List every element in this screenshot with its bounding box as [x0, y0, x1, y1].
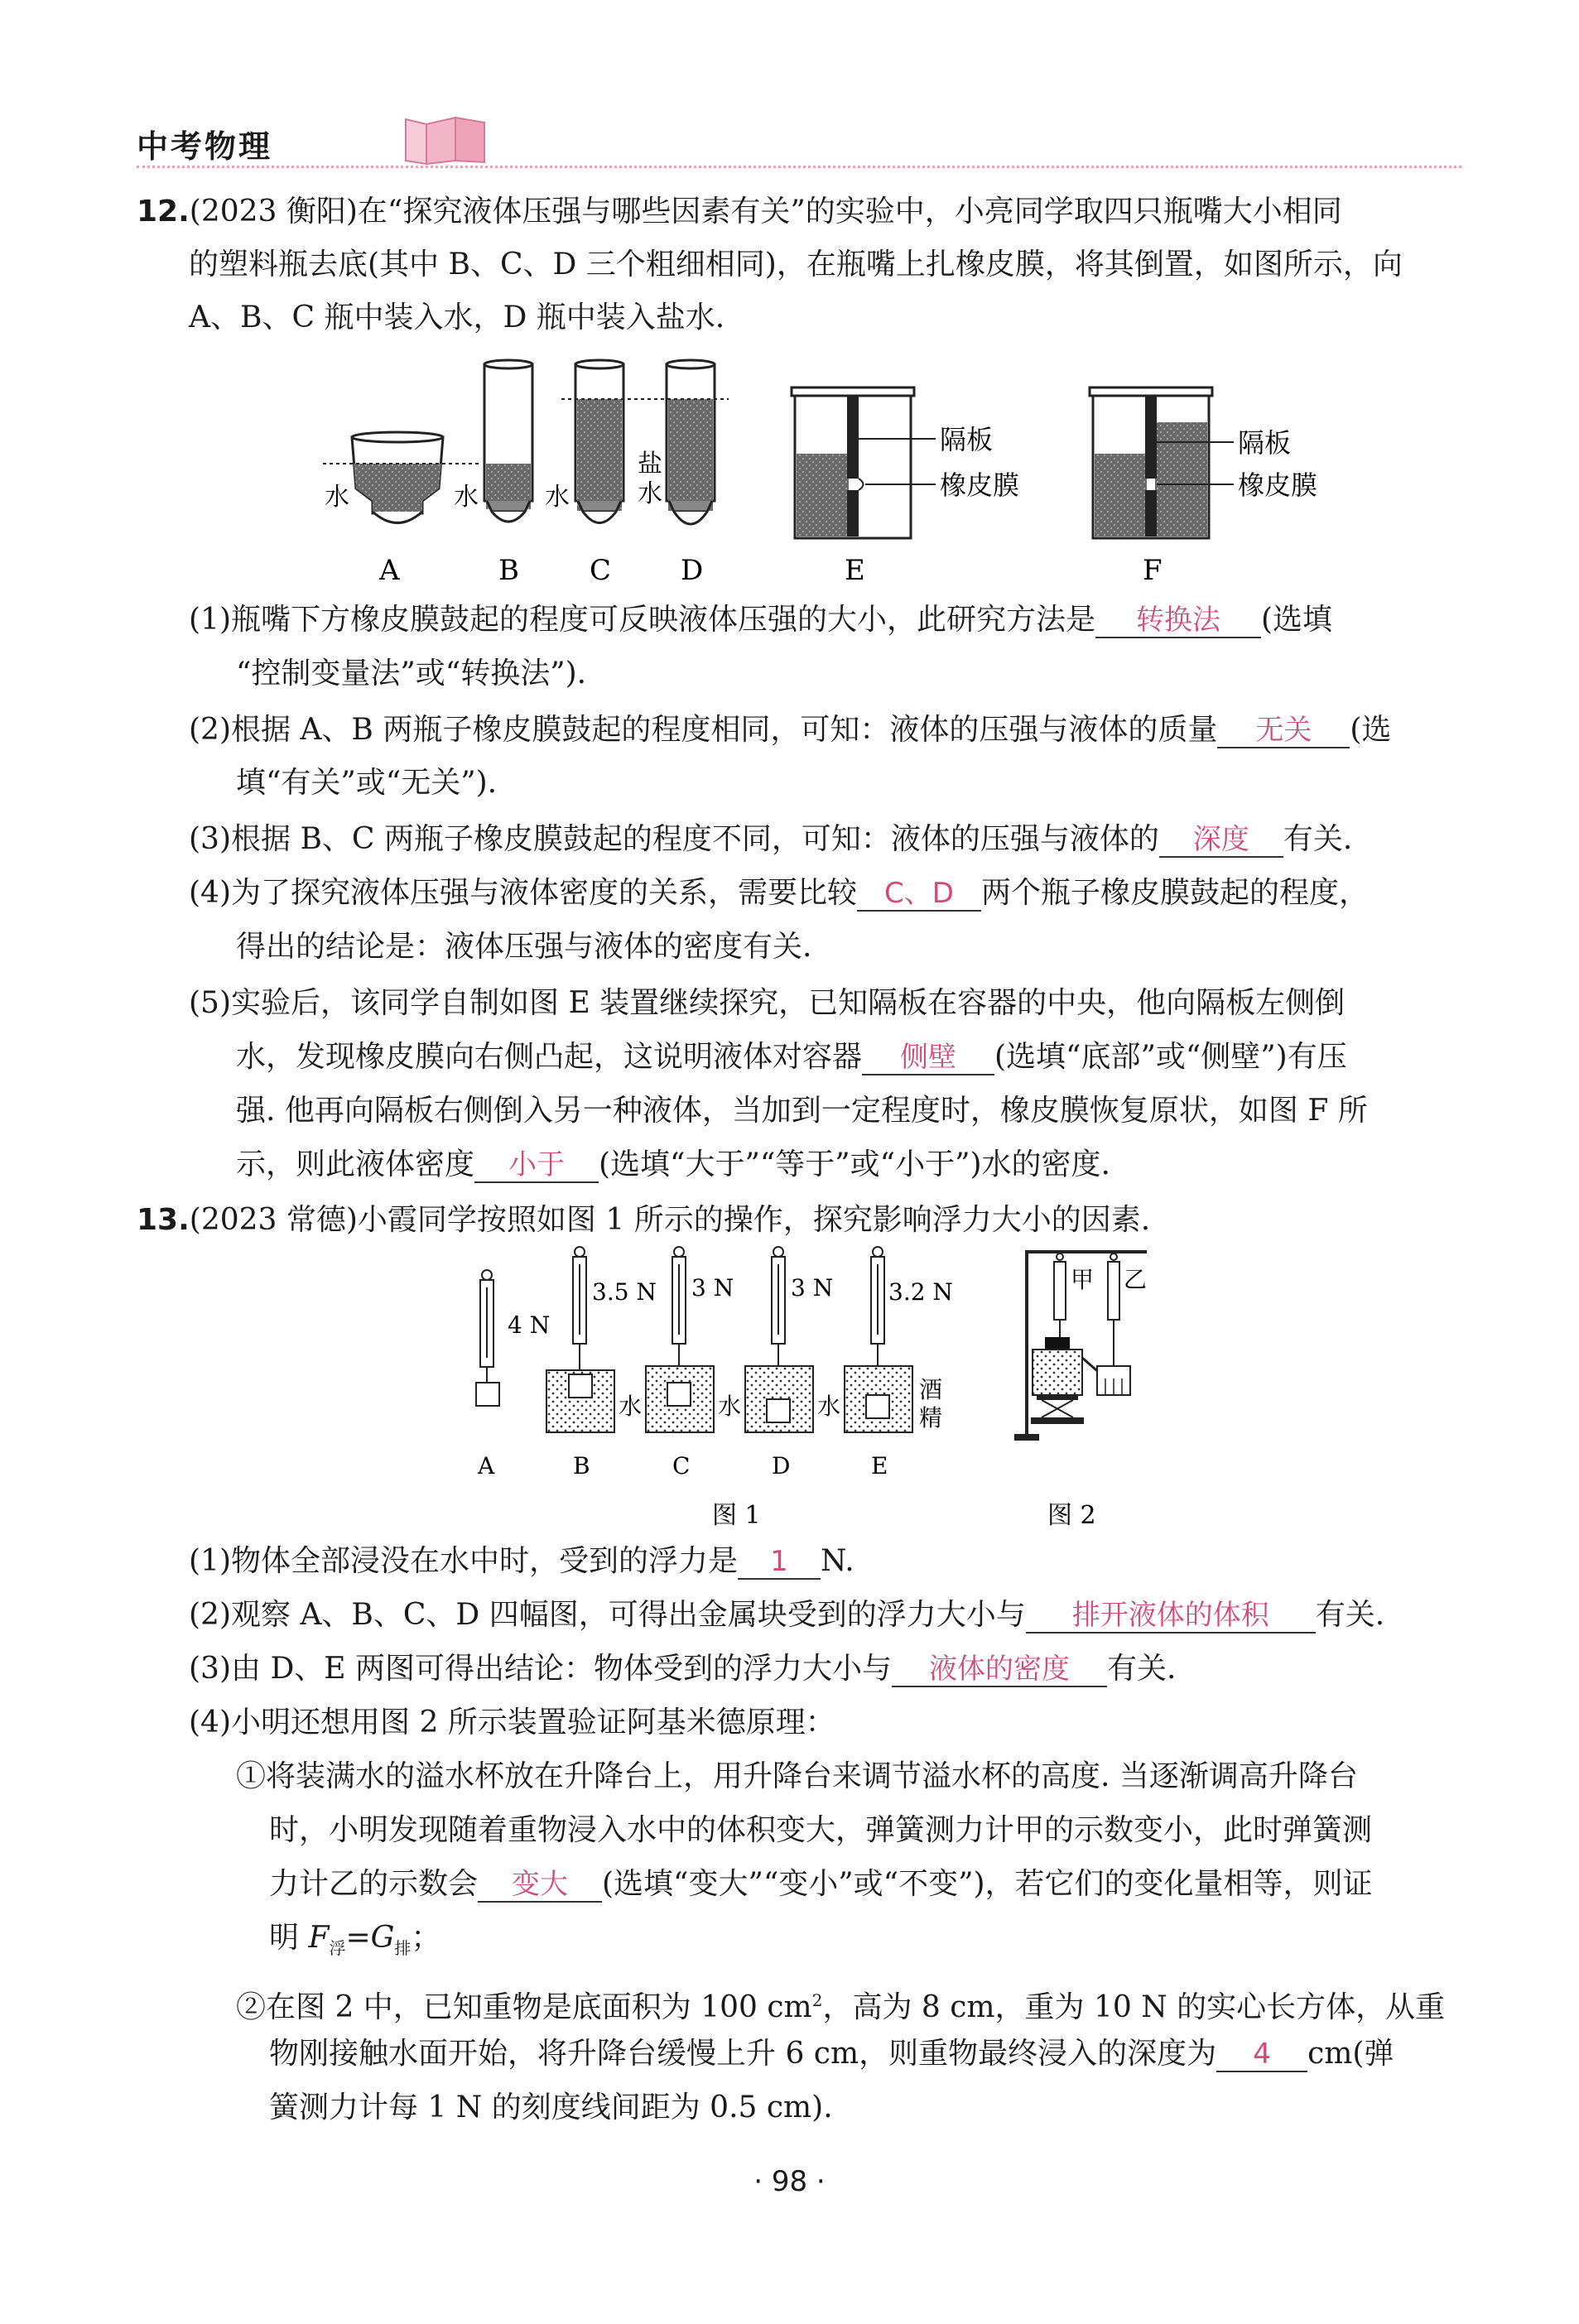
q13-stem-text: (2023 常德)小霞同学按照如图 1 所示的操作，探究影响浮力大小的因素.: [189, 1203, 1151, 1237]
q13-p4b-text2: 物刚接触水面开始，将升降台缓慢上升 6 cm，则重物最终浸入的深度为: [269, 2037, 1217, 2071]
q13-part4b-line1: [236, 1980, 1445, 2028]
q13-p2-answer: 排开液体的体积: [1026, 1599, 1316, 1634]
q13-p4b-sup: 2: [811, 1990, 823, 2010]
spring-scale-b: [546, 1247, 614, 1432]
page-header: [137, 114, 1461, 172]
reading-b: 3.5 N: [592, 1278, 657, 1306]
reading-a: 4 N: [508, 1311, 551, 1339]
label-a: A: [379, 554, 400, 587]
spring-scale-e: [845, 1247, 912, 1432]
caption-fig1: 图 1: [712, 1501, 761, 1530]
q12-part5-line3: 强. 他再向隔板右侧倒入另一种液体，当加到一定程度时，橡皮膜恢复原状，如图 F 所: [236, 1094, 1368, 1128]
q12-p4-after: 两个瓶子橡皮膜鼓起的程度，: [981, 876, 1370, 910]
page-number: · 98 ·: [753, 2165, 826, 2198]
q12-p5-answer2: 小于: [474, 1148, 599, 1183]
bottle-b: [484, 360, 532, 522]
q12-p5-text4: 示，则此液体密度: [236, 1148, 475, 1181]
q13-part4a-line4: [269, 1918, 440, 1968]
bottle-a: [352, 432, 443, 523]
label-c: C: [590, 554, 612, 587]
label-water-c: 水: [545, 483, 570, 512]
label-13e: E: [871, 1452, 888, 1480]
q12-part2-line2: 填“有关”或“无关”).: [236, 766, 498, 800]
q12-stem-line-2: 的塑料瓶去底(其中 B、C、D 三个粗细相同)，在瓶嘴上扎橡皮膜，将其倒置，如图所示，向: [189, 248, 1403, 281]
q12-p2-after: (选: [1350, 713, 1392, 747]
q12-p5-text2: 水，发现橡皮膜向右侧凸起，这说明液体对容器: [236, 1040, 863, 1074]
reading-d: 3 N: [791, 1274, 834, 1302]
q13-part4a-line3: [269, 1864, 1373, 1904]
q12-p1-answer: 转换法: [1095, 604, 1261, 638]
q13-p4b-after2: cm(弹: [1307, 2037, 1394, 2071]
label-jia: 甲: [1071, 1266, 1095, 1293]
q13-p3-answer: 液体的密度: [892, 1653, 1107, 1687]
label-e: E: [845, 554, 865, 587]
q12-p3-after: 有关.: [1283, 822, 1353, 856]
label-13d: D: [772, 1452, 791, 1480]
label-water-c: 水: [718, 1393, 742, 1420]
label-water-a: 水: [325, 483, 349, 512]
q12-p2-text: (2)根据 A、B 两瓶子橡皮膜鼓起的程度相同，可知：液体的压强与液体的质量: [189, 713, 1218, 747]
header-title: 中考物理: [137, 128, 273, 165]
q12-part5-line2: [236, 1037, 1347, 1077]
bottle-d: [667, 360, 715, 524]
reading-c: 3 N: [691, 1274, 734, 1302]
header-divider: [137, 166, 1461, 168]
q13-figure: [460, 1242, 1163, 1540]
label-partition-e: 隔板: [940, 424, 994, 455]
q13-part1: [189, 1542, 854, 1581]
q13-part2: [189, 1595, 1384, 1635]
reading-e: 3.2 N: [888, 1278, 953, 1306]
label-f: F: [1143, 554, 1163, 587]
q13-p2-text: (2)观察 A、B、C、D 四幅图，可得出金属块受到的浮力大小与: [189, 1598, 1026, 1632]
label-membrane-e: 橡皮膜: [940, 469, 1020, 501]
q12-figure: [315, 348, 1507, 588]
label-water-d: 水: [817, 1393, 841, 1420]
q12-p5-after2: (选填“底部”或“侧壁”)有压: [994, 1040, 1347, 1074]
q13-p3-text: (3)由 D、E 两图可得出结论：物体受到的浮力大小与: [189, 1652, 893, 1686]
symbol-f: F: [308, 1921, 330, 1955]
q12-p3-answer: 深度: [1159, 823, 1283, 858]
q13-part3: [189, 1649, 1176, 1689]
q12-stem-line-1: [137, 192, 1342, 232]
symbol-g: G: [370, 1921, 395, 1955]
label-water-b: 水: [619, 1393, 643, 1420]
label-alcohol-2: 精: [919, 1404, 943, 1431]
symbol-eq: =: [345, 1921, 371, 1955]
container-e: [792, 387, 936, 538]
label-d: D: [681, 554, 704, 587]
q13-p1-text: (1)物体全部浸没在水中时，受到的浮力是: [189, 1544, 738, 1578]
label-13a: A: [478, 1452, 495, 1480]
q12-part1-line2: “控制变量法”或“转换法”).: [236, 657, 587, 690]
bottle-c: [575, 360, 623, 523]
q13-p1-after: N.: [821, 1544, 854, 1578]
q12-part2-line1: [189, 710, 1391, 750]
q12-p3-text: (3)根据 B、C 两瓶子橡皮膜鼓起的程度不同，可知：液体的压强与液体的: [189, 822, 1159, 856]
book-icon: [302, 114, 501, 167]
q13-p4b-answer: 4: [1216, 2038, 1307, 2072]
q12-p5-after4: (选填“大于”“等于”或“小于”)水的密度.: [599, 1148, 1110, 1181]
symbol-semicolon: ；: [411, 1921, 441, 1955]
label-yi: 乙: [1124, 1266, 1148, 1293]
symbol-f-sub: 浮: [329, 1938, 346, 1959]
q13-p4a-ming: 明: [269, 1921, 309, 1955]
q13-p2-after: 有关.: [1315, 1598, 1385, 1632]
q13-part4a-line1: ①将装满水的溢水杯放在升降台上，用升降台来调节溢水杯的高度. 当逐渐调高升降台: [236, 1759, 1358, 1793]
q12-p1-text: (1)瓶嘴下方橡皮膜鼓起的程度可反映液体压强的大小，此研究方法是: [189, 603, 1095, 637]
q13-p1-answer: 1: [738, 1545, 821, 1580]
q12-p4-answer: C、D: [857, 877, 981, 912]
q12-part5-line1: (5)实验后，该同学自制如图 E 装置继续探究，已知隔板在容器的中央，他向隔板左侧倒: [189, 986, 1346, 1020]
q12-number: 12.: [137, 195, 190, 229]
label-13c: C: [672, 1452, 691, 1480]
q12-p1-after: (选填: [1261, 603, 1333, 637]
container-f: [1090, 387, 1234, 538]
q13-part4a-line2: 时，小明发现随着重物浸入水中的体积变大，弹簧测力计甲的示数变小，此时弹簧测: [269, 1813, 1373, 1847]
q12-part3: [189, 820, 1352, 859]
q13-p4a-after3: (选填“变大”“变小”或“不变”)，若它们的变化量相等，则证: [602, 1867, 1373, 1901]
q12-p5-answer1: 侧壁: [862, 1041, 994, 1075]
q12-part4-line2: 得出的结论是：液体压强与液体的密度有关.: [236, 930, 812, 964]
symbol-g-sub: 排: [394, 1938, 412, 1959]
spring-scale-a: [476, 1270, 499, 1406]
label-water-b: 水: [454, 483, 479, 512]
q13-p4a-answer: 变大: [478, 1868, 602, 1903]
label-b: B: [498, 554, 519, 587]
q13-p4b-after1: ，高为 8 cm，重为 10 N 的实心长方体，从重: [822, 1990, 1446, 2024]
q12-p4-text: (4)为了探究液体压强与液体密度的关系，需要比较: [189, 876, 857, 910]
q13-part4b-line3: 簧测力计每 1 N 的刻度线间距为 0.5 cm).: [269, 2091, 833, 2124]
label-partition-f: 隔板: [1238, 427, 1292, 459]
q12-stem-text-1: (2023 衡阳)在“探究液体压强与哪些因素有关”的实验中，小亮同学取四只瓶嘴大小相同: [189, 195, 1342, 229]
q13-stem: [137, 1200, 1150, 1240]
q13-part4: (4)小明还想用图 2 所示装置验证阿基米德原理：: [189, 1706, 835, 1739]
q12-part5-line4: [236, 1145, 1110, 1185]
q12-p2-answer: 无关: [1217, 714, 1350, 748]
q12-stem-line-3: A、B、C 瓶中装入水，D 瓶中装入盐水.: [189, 301, 725, 334]
label-alcohol-1: 酒: [919, 1376, 943, 1403]
q13-p3-after: 有关.: [1107, 1652, 1177, 1686]
label-salt-2: 水: [638, 479, 662, 508]
q12-part4-line1: [189, 873, 1369, 913]
label-salt-1: 盐: [638, 450, 662, 479]
q13-p4a-text3: 力计乙的示数会: [269, 1867, 479, 1901]
q13-part4b-line2: [269, 2034, 1394, 2074]
label-membrane-f: 橡皮膜: [1238, 469, 1318, 501]
q13-number: 13.: [137, 1203, 190, 1237]
q13-p4b-text1: ②在图 2 中，已知重物是底面积为 100 cm: [236, 1990, 812, 2024]
label-13b: B: [573, 1452, 590, 1480]
q12-part1-line1: [189, 600, 1332, 640]
caption-fig2: 图 2: [1047, 1501, 1096, 1530]
